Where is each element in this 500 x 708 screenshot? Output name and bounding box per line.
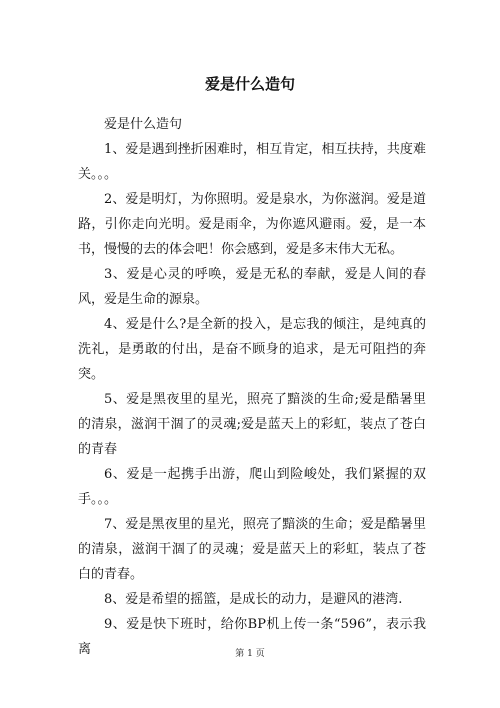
paragraph-3: 3、爱是心灵的呼唤，爱是无私的奉献，爱是人间的春风，爱是生命的源泉。 [78, 267, 426, 307]
paragraph-4: 4、爱是什么?是全新的投入，是忘我的倾注，是纯真的洗礼，是勇敢的付出，是奋不顾身的追求，是无可阻挡的奔突。 [78, 317, 426, 382]
paragraph-1: 1、爱是遇到挫折困难时，相互肯定，相互扶持，共度难关。。。 [78, 142, 426, 182]
paragraph-2: 2、爱是明灯，为你照明。爱是泉水，为你滋润。爱是道路，引你走向光明。爱是雨伞，为你遮风避雨。爱，是一本书，慢慢的去的体会吧！你会感到，爱是多末伟大无私。 [78, 192, 426, 257]
document-body [78, 112, 426, 662]
paragraph-8: 8、爱是希望的摇篮，是成长的动力，是避风的港湾. [104, 592, 403, 607]
paragraph-7: 7、爱是黑夜里的星光，照亮了黯淡的生命；爱是酷暑里的清泉，滋润干涸了的灵魂；爱是蓝天上的彩虹，装点了苍白的青春。 [78, 517, 426, 582]
document-subtitle: 爱是什么造句 [104, 117, 183, 132]
paragraph-5: 5、爱是黑夜里的星光，照亮了黯淡的生命;爱是酷暑里的清泉，滋润干涸了的灵魂;爱是蓝天上的彩虹，装点了苍白的青春 [78, 392, 426, 457]
paragraph-6: 6、爱是一起携手出游，爬山到险峻处，我们紧握的双手。。。 [78, 467, 426, 507]
page-number: 第 1 页 [235, 649, 265, 659]
document-title: 爱是什么造句 [204, 75, 295, 93]
paragraph-9: 9、爱是快下班时，给你BP机上传一条“596”，表示我离 [78, 617, 426, 657]
